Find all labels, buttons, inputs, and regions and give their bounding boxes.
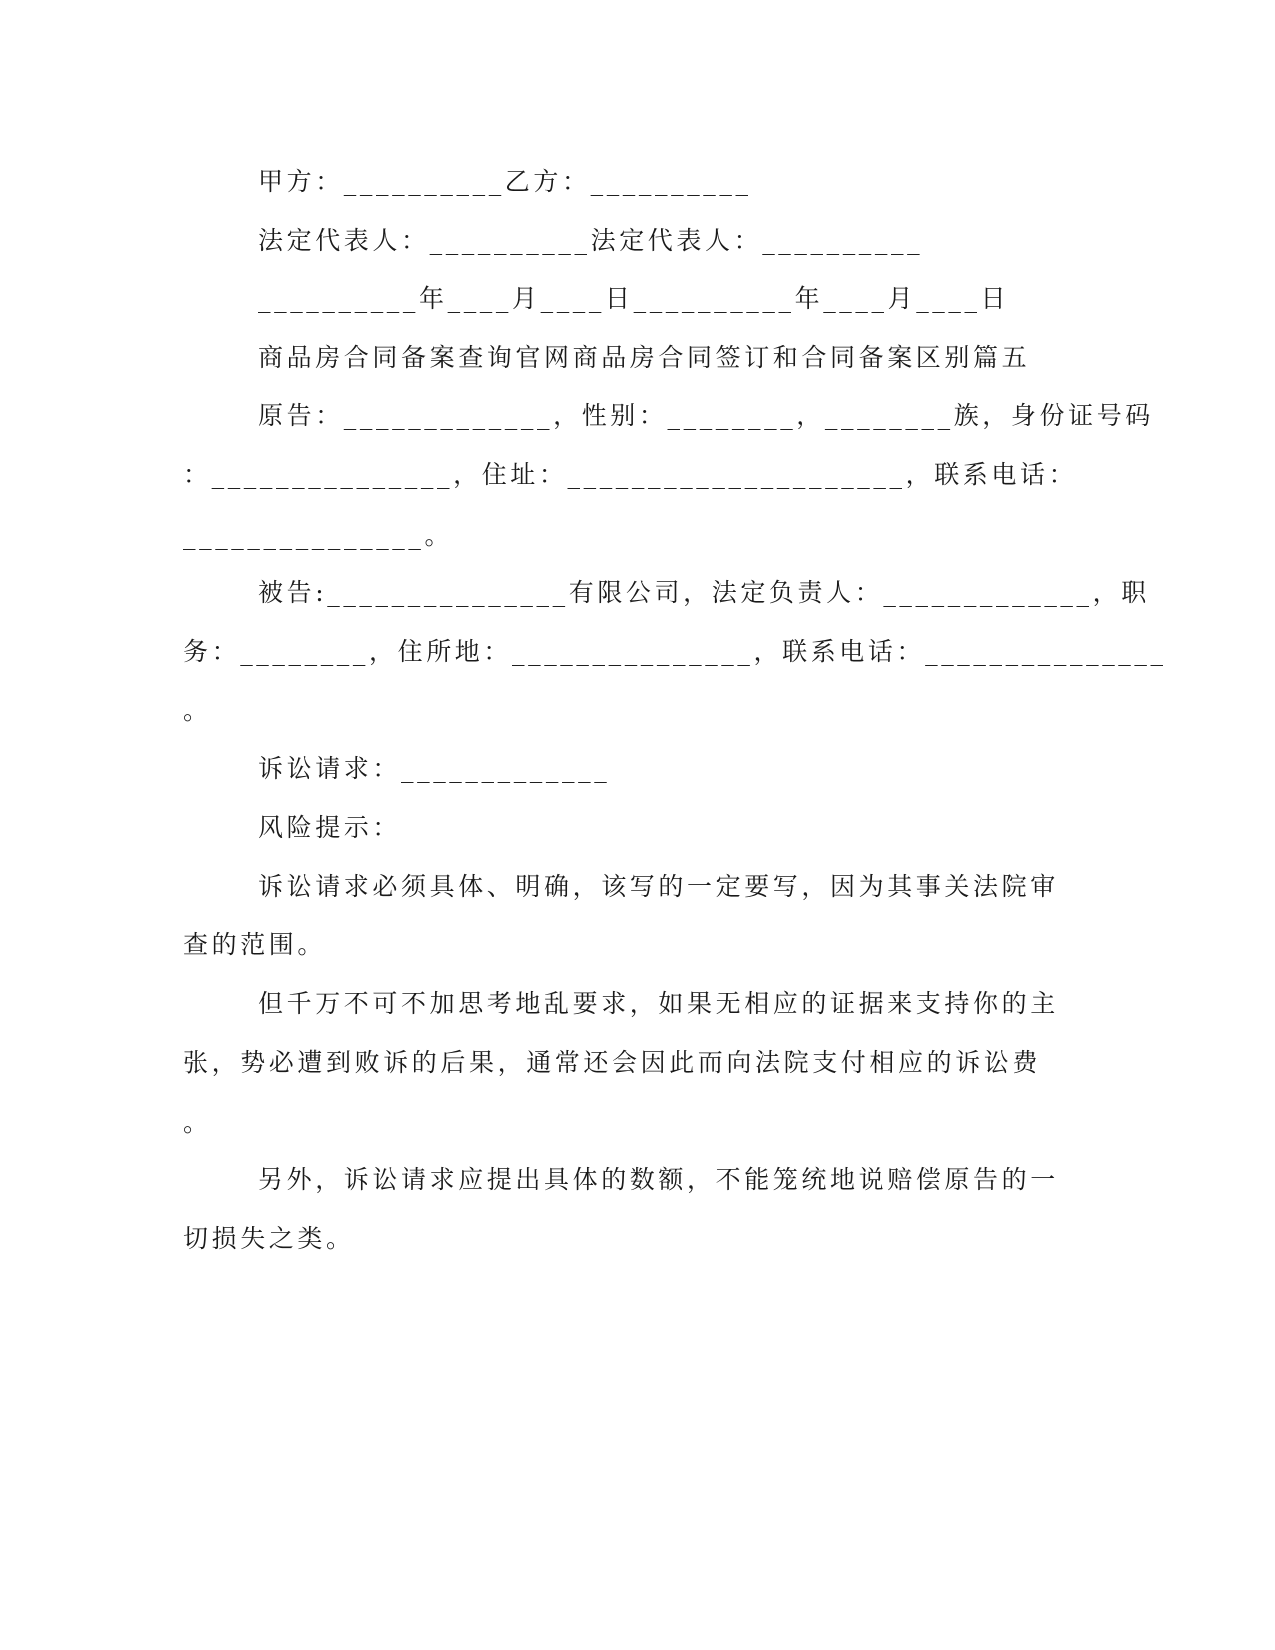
risk-para-1-line-1: 诉讼请求必须具体、明确，该写的一定要写，因为其事关法院审: [258, 872, 1059, 901]
date-line: __________年____月____日__________年____月____日: [258, 284, 1010, 313]
risk-para-2-line-3: 。: [183, 1108, 212, 1137]
risk-para-2-line-1: 但千万不可不加思考地乱要求，如果无相应的证据来支持你的主: [258, 989, 1059, 1018]
claims-line: 诉讼请求：_____________: [258, 754, 611, 783]
legal-representative-line: 法定代表人：__________法定代表人：__________: [258, 226, 924, 255]
plaintiff-line-3: _______________。: [183, 521, 454, 550]
risk-heading: 风险提示：: [258, 813, 402, 842]
defendant-line-3: 。: [183, 696, 212, 725]
plaintiff-line-1: 原告：_____________，性别：________，________族，身份证号码: [258, 401, 1154, 430]
plaintiff-line-2: ：_______________，住址：_____________________，联系电话：: [183, 460, 1078, 489]
risk-para-3-line-1: 另外，诉讼请求应提出具体的数额，不能笼统地说赔偿原告的一: [258, 1165, 1059, 1194]
risk-para-1-line-2: 查的范围。: [183, 930, 327, 959]
party-a-b-line: 甲方：__________乙方：__________: [258, 167, 752, 196]
defendant-line-1: 被告:_______________有限公司，法定负责人：_____________，职: [258, 578, 1150, 607]
risk-para-3-line-2: 切损失之类。: [183, 1224, 355, 1253]
defendant-line-2: 务：________，住所地：_______________，联系电话：_______________: [183, 637, 1167, 666]
risk-para-2-line-2: 张，势必遭到败诉的后果，通常还会因此而向法院支付相应的诉讼费: [183, 1048, 1042, 1077]
section-title: 商品房合同备案查询官网商品房合同签订和合同备案区别篇五: [258, 343, 1031, 372]
